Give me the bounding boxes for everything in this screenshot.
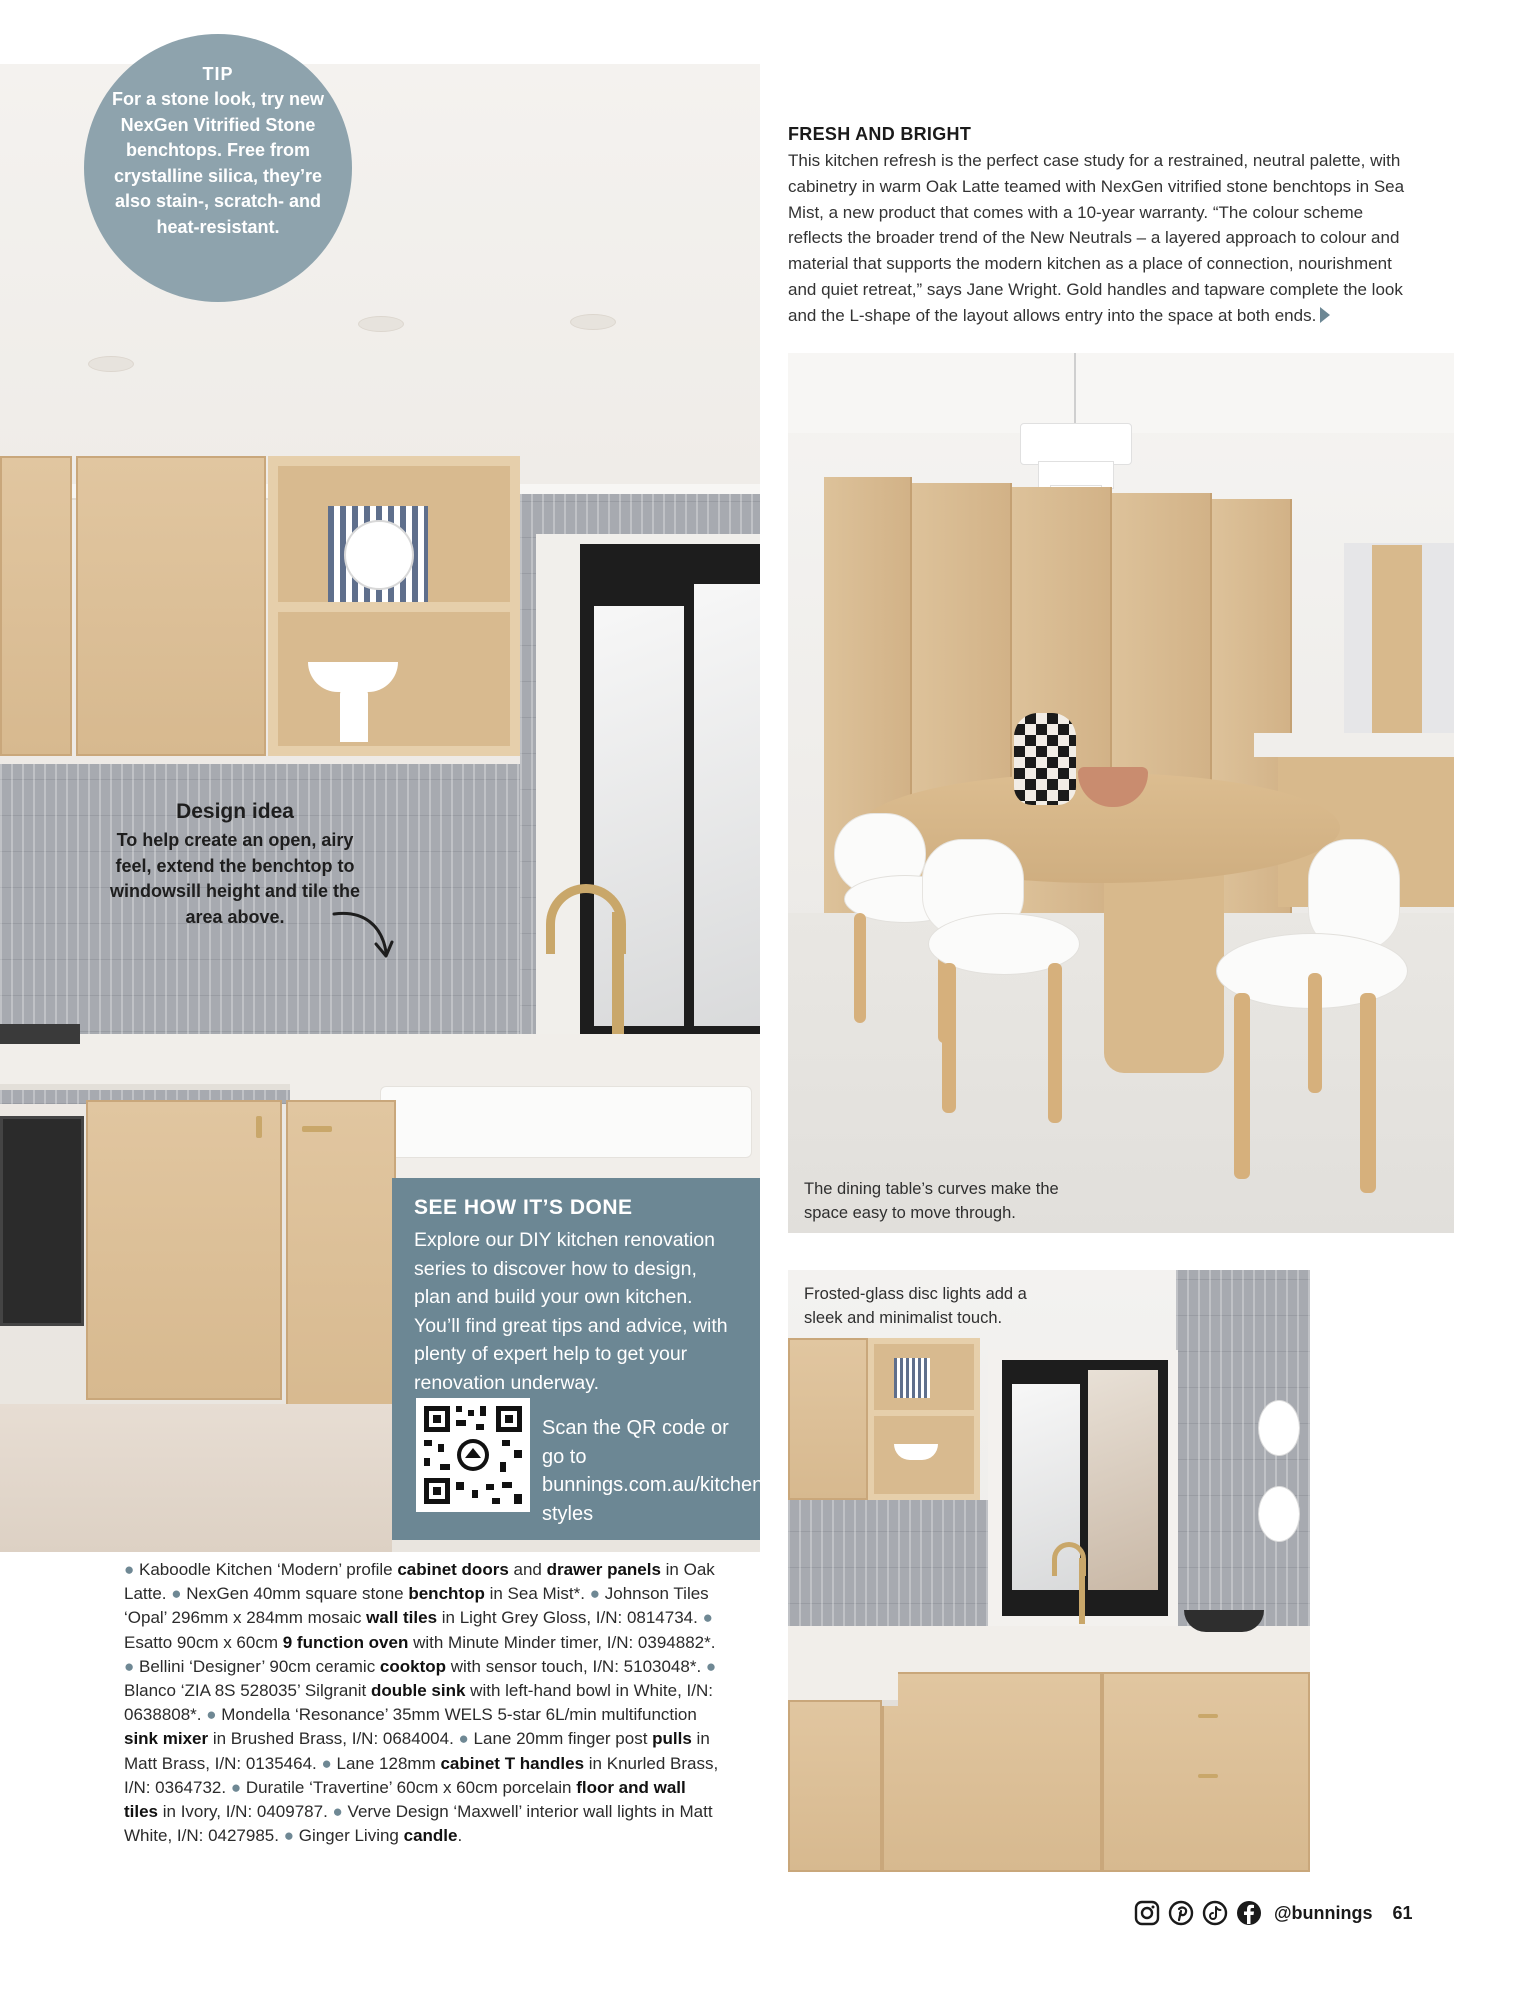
white-pedestal-bowl xyxy=(308,662,398,692)
bullet-icon: ● xyxy=(283,1826,299,1846)
white-sink xyxy=(380,1086,752,1158)
striped-frame xyxy=(328,506,428,602)
product-text: Esatto 90cm x 60cm xyxy=(124,1632,283,1652)
dining-photo xyxy=(788,353,1454,1233)
product-text: in Oak Latte. xyxy=(124,1560,715,1604)
chair-leg xyxy=(854,913,866,1023)
mosaic-wall-tiles xyxy=(1176,1270,1310,1640)
bullet-icon: ● xyxy=(705,1656,717,1676)
facebook-icon[interactable] xyxy=(1236,1900,1262,1926)
product-text: and xyxy=(508,1560,547,1579)
checkered-vase xyxy=(1014,713,1076,805)
tip-body: For a stone look, try new NexGen Vitrified Stone benchtops. Free from crystalline silica, they’re also stain-, scratch- and heat-resistant. xyxy=(111,89,325,237)
ceiling-downlight xyxy=(88,356,134,372)
bullet-icon: ● xyxy=(702,1608,713,1628)
product-text: in Ivory, I/N: 0409787. xyxy=(158,1802,328,1822)
article-body xyxy=(788,148,1416,329)
pendant-cord xyxy=(1074,353,1076,423)
curved-arrow-icon xyxy=(330,900,400,970)
article-body-text: This kitchen refresh is the perfect case study for a restrained, neutral palette, with cabinetry in warm Oak Latte teamed with NexGen vitrified stone benchtops in Sea Mist, a new product that comes with a 10-year warranty. “The colour scheme reflects the broader trend of the New Neutrals – a layered approach to colour and material that supports the modern kitchen as a place of connection, nourishment and quiet retreat,” says Jane Wright. Gold handles and tapware complete the look and the L-shape of the layout allows entry into the space at both ends. xyxy=(788,151,1405,325)
cabinet-handle xyxy=(256,1116,262,1138)
product-text: in Sea Mist*. xyxy=(484,1584,585,1604)
qr-code-icon xyxy=(416,1398,530,1512)
cabinet-handle xyxy=(1198,1714,1218,1718)
striped-frame xyxy=(894,1358,930,1398)
chair-leg xyxy=(1048,963,1062,1123)
product-text: Johnson Tiles ‘Opal’ 296mm x 284mm mosaic xyxy=(124,1584,709,1628)
product-text: Kaboodle Kitchen ‘Modern’ profile xyxy=(139,1560,398,1579)
cabinet-handle xyxy=(1198,1774,1218,1778)
product-item xyxy=(171,1584,585,1603)
footer xyxy=(1134,1898,1413,1928)
product-highlight: cabinet T handles xyxy=(440,1753,585,1773)
disc-wall-light xyxy=(1258,1400,1300,1456)
black-bowl xyxy=(1184,1610,1264,1632)
shelf xyxy=(874,1410,974,1416)
product-text: Lane 20mm finger post xyxy=(473,1729,653,1749)
see-how-body: Explore our DIY kitchen renovation series to discover how to design, plan and build your own kitchen. You’ll find great tips and advice, with plenty of expert help to get your renovation underway. xyxy=(414,1229,728,1394)
window-frame xyxy=(1002,1360,1168,1616)
oven xyxy=(0,1116,84,1326)
product-text: . xyxy=(457,1826,463,1846)
product-highlight: double sink xyxy=(370,1681,466,1701)
qr-instructions: Scan the QR code or go to bunnings.com.au/kitchen-styles xyxy=(542,1417,770,1525)
chair-leg xyxy=(942,963,956,1113)
window-glass xyxy=(594,606,684,1026)
design-idea-body: To help create an open, airy feel, extend the benchtop to windowsill height and tile the area above. xyxy=(109,830,360,927)
bullet-icon: ● xyxy=(589,1584,605,1604)
floor-tiles xyxy=(0,1404,392,1552)
lower-drawers xyxy=(1102,1672,1310,1872)
lower-cabinet xyxy=(286,1100,396,1426)
product-text: Duratile ‘Travertine’ 60cm x 60cm porcelain xyxy=(245,1777,577,1797)
page-number: 61 xyxy=(1392,1902,1413,1923)
product-highlight: candle xyxy=(403,1826,458,1846)
qr-code[interactable] xyxy=(416,1398,530,1512)
bullet-icon: ● xyxy=(458,1729,474,1749)
product-text: Bellini ‘Designer’ 90cm ceramic xyxy=(139,1656,380,1676)
product-text: NexGen 40mm square stone xyxy=(186,1584,409,1604)
product-highlight: 9 function oven xyxy=(282,1632,409,1652)
product-item xyxy=(124,1657,701,1676)
dining-photo-caption: The dining table’s curves make the space easy to move through. xyxy=(804,1180,1059,1222)
design-idea-title: Design idea xyxy=(176,800,294,823)
open-shelf-unit xyxy=(868,1338,980,1500)
chair-leg xyxy=(1308,973,1322,1093)
small-photo-caption: Frosted-glass disc lights add a sleek and minimalist touch. xyxy=(804,1285,1027,1327)
brass-tap-body xyxy=(1079,1558,1085,1624)
see-how-title: SEE HOW IT’S DONE xyxy=(414,1196,633,1219)
see-how-its-done-box xyxy=(392,1178,770,1540)
bullet-icon: ● xyxy=(332,1802,348,1822)
product-text: Ginger Living xyxy=(298,1826,404,1846)
bullet-icon: ● xyxy=(321,1753,337,1773)
product-highlight: pulls xyxy=(652,1729,692,1749)
product-text: Verve Design ‘Maxwell’ interior wall lights in Matt White, I/N: 0427985. xyxy=(124,1802,713,1846)
product-text: in Light Grey Gloss, I/N: 0814734. xyxy=(437,1608,698,1628)
upper-cabinet xyxy=(0,456,72,756)
bullet-icon: ● xyxy=(124,1560,139,1579)
product-text: Lane 128mm xyxy=(336,1753,441,1773)
instagram-icon[interactable] xyxy=(1134,1900,1160,1926)
product-text: Mondella ‘Resonance’ 35mm WELS 5-star 6L/min multifunction xyxy=(221,1705,697,1725)
back-shelving xyxy=(1372,545,1422,745)
lower-cabinet xyxy=(882,1672,1102,1872)
ceiling-downlight xyxy=(570,314,616,330)
white-pedestal-bowl xyxy=(894,1444,938,1460)
ceiling-downlight xyxy=(358,316,404,332)
window-frame xyxy=(580,544,760,1054)
section-heading: FRESH AND BRIGHT xyxy=(788,124,972,144)
lower-cabinet xyxy=(788,1700,882,1872)
pendant-light xyxy=(1020,423,1132,465)
window-glass xyxy=(1088,1370,1158,1590)
product-text: in Matt Brass, I/N: 0135464. xyxy=(124,1729,710,1773)
bullet-icon: ● xyxy=(230,1777,246,1797)
product-text: Blanco ‘ZIA 8S 528035’ Silgranit xyxy=(124,1681,371,1701)
product-highlight: wall tiles xyxy=(366,1608,438,1628)
product-highlight: sink mixer xyxy=(124,1729,209,1749)
upper-cabinet xyxy=(788,1338,868,1500)
window-glass xyxy=(694,584,760,1026)
product-highlight: cooktop xyxy=(379,1656,447,1676)
product-highlight: benchtop xyxy=(408,1584,485,1604)
tip-title: TIP xyxy=(202,64,234,84)
continue-arrow-icon xyxy=(1320,307,1330,323)
cooktop xyxy=(0,1024,80,1044)
upper-cabinet xyxy=(76,456,266,756)
open-shelf-unit xyxy=(268,456,520,756)
small-kitchen-photo xyxy=(788,1270,1310,1872)
product-highlight: floor and wall tiles xyxy=(124,1777,686,1822)
product-list xyxy=(124,1558,724,1848)
shelf xyxy=(278,602,510,612)
disc-wall-light xyxy=(1258,1486,1300,1542)
lower-cabinet xyxy=(86,1100,282,1400)
product-text: in Knurled Brass, I/N: 0364732. xyxy=(124,1753,719,1797)
product-text: with sensor touch, I/N: 5103048*. xyxy=(446,1656,702,1676)
bullet-icon: ● xyxy=(206,1705,222,1725)
bullet-icon: ● xyxy=(171,1584,187,1604)
pinterest-icon[interactable] xyxy=(1168,1900,1194,1926)
tip-callout xyxy=(84,34,352,302)
tiktok-icon[interactable] xyxy=(1202,1900,1228,1926)
cabinet-handle xyxy=(302,1126,332,1132)
bowl-pedestal xyxy=(340,690,368,742)
bullet-icon: ● xyxy=(124,1656,139,1676)
ceiling xyxy=(788,353,1454,433)
chair-leg xyxy=(1360,993,1376,1193)
product-highlight: drawer panels xyxy=(546,1560,661,1579)
island-benchtop xyxy=(1254,733,1454,757)
product-text: in Brushed Brass, I/N: 0684004. xyxy=(208,1729,454,1749)
product-highlight: cabinet doors xyxy=(397,1560,509,1579)
product-text: with left-hand bowl in White, I/N: 0638808*. xyxy=(124,1681,713,1725)
social-handle[interactable]: @bunnings xyxy=(1274,1902,1373,1923)
decorative-plate xyxy=(344,520,414,590)
product-text: with Minute Minder timer, I/N: 0394882*. xyxy=(408,1632,716,1652)
product-item xyxy=(284,1826,462,1845)
chair-leg xyxy=(1234,993,1250,1179)
